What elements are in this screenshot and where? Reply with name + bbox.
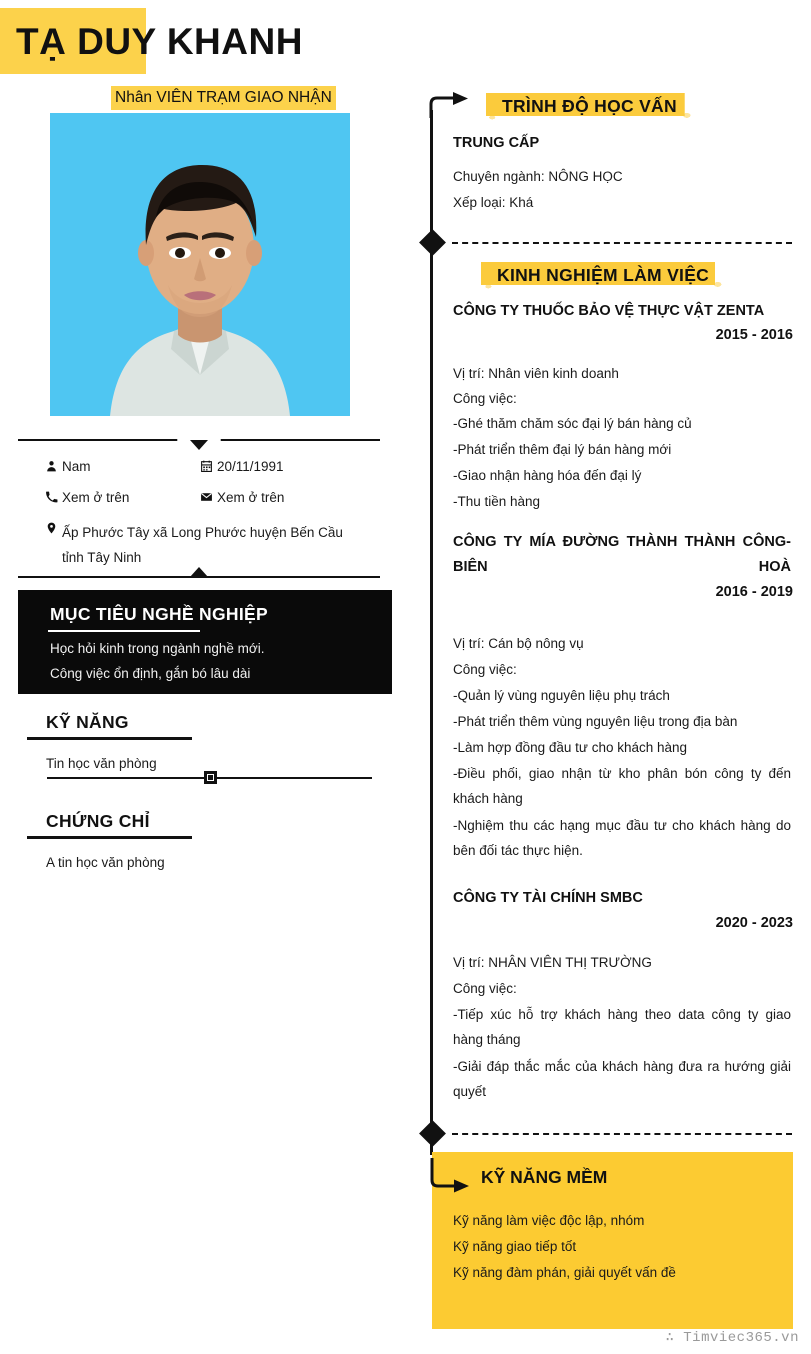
job-1-company: CÔNG TY THUỐC BẢO VỆ THỰC VẬT ZENTA — [453, 303, 765, 319]
career-objective-line-2: Công việc ổn định, gắn bó lâu dài — [50, 666, 251, 681]
job-1-task-4: -Thu tiền hàng — [453, 494, 541, 509]
job-3-company: CÔNG TY TÀI CHÍNH SMBC — [453, 890, 643, 906]
divider-bottom — [18, 570, 380, 584]
skill-slider-knob[interactable] — [204, 771, 217, 784]
divider-dashed-softskills — [452, 1133, 792, 1135]
career-objective-line-1: Học hỏi kinh trong ngành nghề mới. — [50, 641, 265, 656]
career-objective-rule — [48, 630, 200, 632]
job-3-period: 2020 - 2023 — [715, 915, 793, 931]
job-3-task-2: -Giải đáp thắc mắc của khách hàng đưa ra hướng giải quyết — [453, 1059, 791, 1099]
certificates-heading: CHỨNG CHỈ — [46, 811, 150, 831]
timeline-marker-experience — [419, 229, 446, 256]
contact-info — [40, 458, 390, 584]
job-3-task-1: -Tiếp xúc hỗ trợ khách hàng theo data công ty giao hàng tháng — [453, 1007, 791, 1047]
certificates-rule — [27, 836, 192, 839]
timeline-marker-softskills — [419, 1120, 446, 1147]
skills-rule — [27, 737, 192, 740]
job-2-task-5: -Nghiệm thu các hạng mục đầu tư cho khách hàng do bên đối tác thực hiện. — [453, 818, 791, 858]
education-degree: TRUNG CẤP — [453, 135, 540, 151]
education-heading: TRÌNH ĐỘ HỌC VẤN — [486, 92, 693, 122]
phone-icon — [40, 489, 62, 504]
career-objective-heading: MỤC TIÊU NGHỀ NGHIỆP — [50, 604, 268, 624]
mail-icon — [195, 489, 217, 504]
timeline-line — [430, 110, 433, 1155]
skills-heading: KỸ NĂNG — [46, 712, 129, 732]
watermark: ∴ Timviec365.vn — [665, 1330, 799, 1346]
timeline-arrow-education — [428, 92, 468, 120]
person-icon — [40, 458, 62, 473]
contact-row-2 — [40, 489, 390, 506]
career-objective-section — [18, 590, 392, 694]
job-2-task-3: -Làm hợp đồng đầu tư cho khách hàng — [453, 740, 688, 755]
job-2-task-2: -Phát triển thêm vùng nguyên liệu trong địa bàn — [453, 714, 738, 729]
contact-gender-value: Nam — [62, 459, 91, 474]
avatar — [50, 113, 350, 416]
job-2-task-4: -Điều phối, giao nhận từ kho phân bón công ty đến khách hàng — [453, 766, 791, 806]
job-2-period: 2016 - 2019 — [715, 584, 793, 600]
contact-email-value: Xem ở trên — [217, 490, 285, 505]
education-major: Chuyên ngành: NÔNG HỌC — [453, 169, 623, 184]
soft-skill-item-1: Kỹ năng làm việc độc lập, nhóm — [453, 1213, 645, 1228]
job-2-company: CÔNG TY MÍA ĐƯỜNG THÀNH THÀNH CÔNG-BIÊN HOÀ — [453, 534, 791, 575]
job-1-period: 2015 - 2016 — [715, 327, 793, 343]
contact-email — [195, 489, 284, 506]
job-1-task-1: -Ghé thăm chăm sóc đại lý bán hàng củ — [453, 416, 692, 431]
soft-skills-heading: KỸ NĂNG MỀM — [481, 1167, 608, 1187]
job-2-position: Vị trí: Cán bộ nông vụ — [453, 636, 584, 651]
contact-address — [40, 520, 362, 570]
job-1-task-3: -Giao nhận hàng hóa đến đại lý — [453, 468, 642, 483]
contact-birthday — [195, 458, 284, 475]
soft-skill-item-2: Kỹ năng giao tiếp tốt — [453, 1239, 577, 1254]
divider-top — [18, 433, 380, 447]
job-1-tasks-label: Công việc: — [453, 391, 517, 406]
contact-row-1 — [40, 458, 390, 475]
calendar-icon — [195, 458, 217, 473]
divider-dashed-experience — [452, 242, 792, 244]
job-3-position: Vị trí: NHÂN VIÊN THỊ TRƯỜNG — [453, 955, 652, 970]
skill-item-label: Tin học văn phòng — [46, 756, 157, 771]
job-2-task-1: -Quản lý vùng nguyên liệu phụ trách — [453, 688, 670, 703]
job-1-position: Vị trí: Nhân viên kinh doanh — [453, 366, 619, 381]
education-grade: Xếp loại: Khá — [453, 195, 534, 210]
contact-gender — [40, 458, 195, 475]
soft-skill-item-3: Kỹ năng đàm phán, giải quyết vấn đề — [453, 1265, 676, 1280]
job-1-task-2: -Phát triển thêm đại lý bán hàng mới — [453, 442, 672, 457]
contact-phone — [40, 489, 195, 506]
location-icon — [40, 520, 62, 535]
experience-heading: KINH NGHIỆM LÀM VIỆC — [481, 261, 725, 291]
contact-birthday-value: 20/11/1991 — [217, 459, 284, 474]
contact-address-value: Ấp Phước Tây xã Long Phước huyện Bến Cầu tỉnh Tây Ninh — [62, 525, 343, 565]
job-2-tasks-label: Công việc: — [453, 662, 517, 677]
contact-row-3 — [40, 520, 390, 570]
contact-phone-value: Xem ở trên — [62, 490, 130, 505]
timeline-arrow-softskills — [428, 1158, 478, 1198]
page-title: TẠ DUY KHANH — [16, 21, 303, 62]
job-3-tasks-label: Công việc: — [453, 981, 517, 996]
certificate-item-1: A tin học văn phòng — [46, 855, 165, 870]
job-title: Nhân VIÊN TRẠM GIAO NHẬN — [111, 86, 336, 110]
